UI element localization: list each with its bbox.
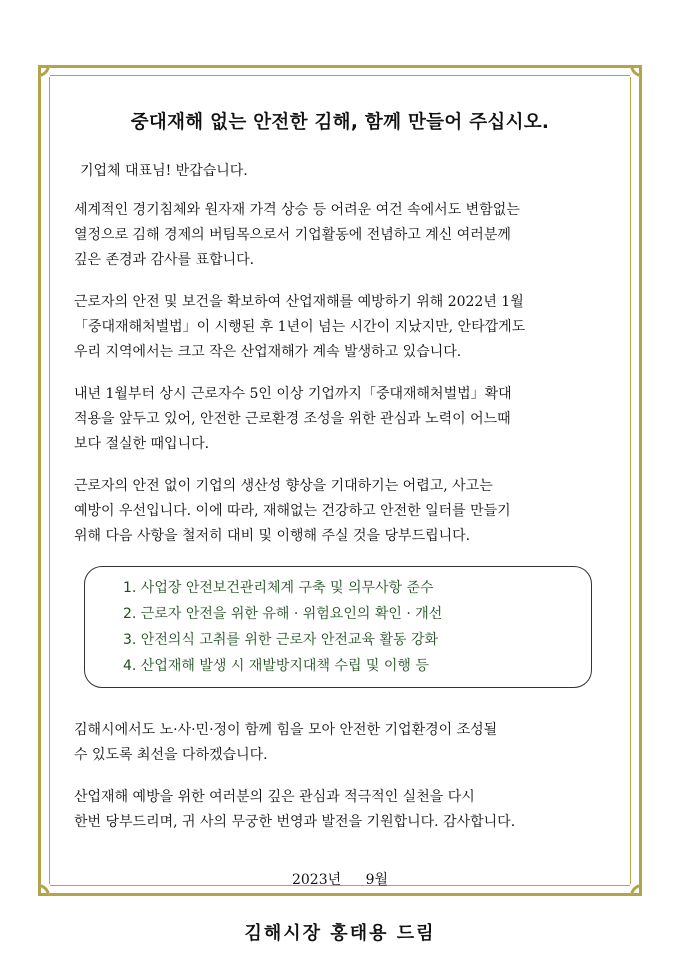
paragraph-line: 적용을 앞두고 있어, 안전한 근로환경 조성을 위한 관심과 노력이 어느때	[74, 411, 511, 427]
paragraph-line: 「중대재해처벌법」이 시행된 후 1년이 넘는 시간이 지났지만, 안타깝게도	[74, 319, 526, 335]
action-item: 4. 산업재해 발생 시 재발방지대책 수립 및 이행 등	[123, 658, 429, 674]
paragraph-line: 깊은 존경과 감사를 표합니다.	[74, 252, 255, 268]
paragraph-line: 우리 지역에서는 크고 작은 산업재해가 계속 발생하고 있습니다.	[74, 344, 462, 360]
closing-paragraph	[74, 785, 606, 835]
paragraph	[74, 290, 606, 365]
paragraph-line: 근로자의 안전 및 보건을 확보하여 산업재해를 예방하기 위해 2022년 1월	[74, 294, 524, 310]
action-item: 1. 사업장 안전보건관리체계 구축 및 의무사항 준수	[123, 580, 434, 596]
paragraph-line: 내년 1월부터 상시 근로자수 5인 이상 기업까지「중대재해처벌법」확대	[74, 386, 512, 402]
paragraph	[74, 198, 606, 273]
paragraph-line: 김해시에서도 노·사·민·정이 함께 힘을 모아 안전한 기업환경이 조성될	[74, 722, 498, 738]
frame-corner-ornament	[630, 884, 642, 896]
letter-date	[74, 869, 606, 889]
frame-corner-ornament	[630, 65, 642, 77]
paragraph-line: 보다 절실한 때입니다.	[74, 436, 210, 452]
paragraph-line: 산업재해 예방을 위한 여러분의 깊은 관심과 적극적인 실천을 다시	[74, 789, 475, 805]
paragraph-line: 수 있도록 최선을 다하겠습니다.	[74, 747, 268, 763]
action-item: 3. 안전의식 고취를 위한 근로자 안전교육 활동 강화	[123, 632, 438, 648]
action-items-box	[84, 566, 592, 688]
paragraph	[74, 474, 606, 549]
paragraph-line: 근로자의 안전 없이 기업의 생산성 향상을 기대하기는 어렵고, 사고는	[74, 478, 493, 494]
paragraph-line: 세계적인 경기침체와 원자재 가격 상승 등 어려운 여건 속에서도 변함없는	[74, 202, 520, 218]
paragraph-line: 열정으로 김해 경제의 버팀목으로서 기업활동에 전념하고 계신 여러분께	[74, 227, 511, 243]
greeting: 기업체 대표님! 반갑습니다.	[80, 163, 248, 179]
frame-corner-ornament	[38, 65, 50, 77]
date-month: 9월	[365, 872, 389, 888]
paragraph-line: 한번 당부드리며, 귀 사의 무궁한 번영과 발전을 기원합니다. 감사합니다.	[74, 814, 516, 830]
paragraph-line: 예방이 우선입니다. 이에 따라, 재해없는 건강하고 안전한 일터를 만들기	[74, 503, 511, 519]
paragraph-line: 위해 다음 사항을 철저히 대비 및 이행해 주실 것을 당부드립니다.	[74, 528, 471, 544]
signature: 김해시장 홍태용 드림	[244, 923, 436, 944]
frame-corner-ornament	[38, 884, 50, 896]
letter-title: 중대재해 없는 안전한 김해, 함께 만들어 주십시오.	[130, 112, 550, 133]
paragraph	[74, 382, 606, 457]
closing-paragraph	[74, 718, 606, 768]
date-year: 2023년	[291, 872, 342, 888]
body-paragraphs	[74, 198, 606, 549]
letter-content	[74, 100, 606, 945]
action-item: 2. 근로자 안전을 위한 유해 · 위험요인의 확인 · 개선	[123, 606, 443, 622]
